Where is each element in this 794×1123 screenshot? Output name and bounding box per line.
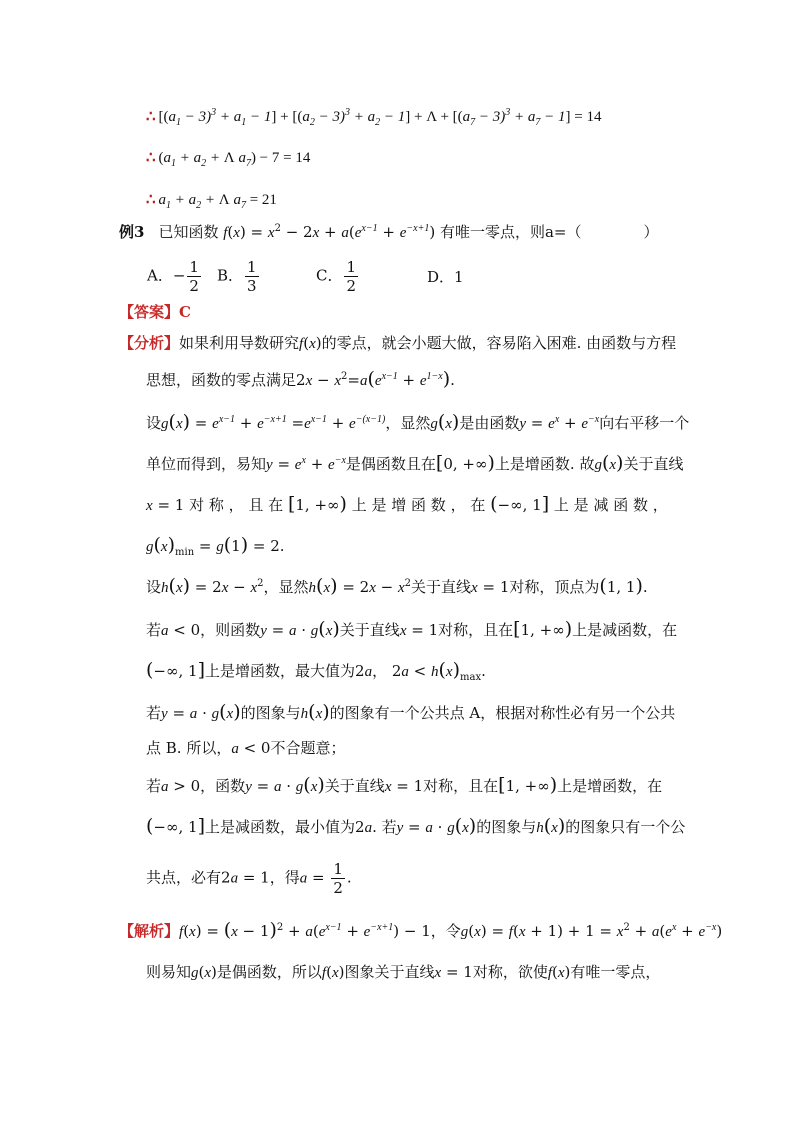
fraction: $\frac{1}{2}$ <box>189 258 199 295</box>
analysis-line-2: 思想，函数的零点满足$2x - x^2=a(e^{x-1} + e^{1-x})$. <box>146 368 455 390</box>
analysis-line-3: 设$g(x) = e^{x-1} + e^{-x+1} =e^{x-1} + e^{-(x-1)}$，显然g(x)是由函数$y = e^x + e^{-x}$向右平移一个 <box>146 411 690 433</box>
option-b: B． $\frac{1}{3}$ <box>217 258 257 295</box>
solution-line-1: 【解析】$f(x) = (x - 1)^2 + a(e^{x-1} + e^{-x+1}) - 1$，令$g(x) = f(x + 1) + 1 = x^2 + a(e^x + e^{-x})$ <box>119 919 723 941</box>
option-c: C． $\frac{1}{2}$ <box>316 258 357 295</box>
answer-line <box>119 302 191 322</box>
derivation-line-3: ∴ $a_1 + a_2 + \Lambda$ $a_7 = 21$ <box>146 192 277 211</box>
fraction: $\frac{1}{2}$ <box>333 860 343 897</box>
derivation-line-1: ∴ $[(a_1 - 3)^3 + a_1 - 1] + [(a_2 - 3)^3 + a_2 - 1] + \Lambda + [(a_7 - 3)^3 + a_7 - 1] = 14$ <box>146 107 602 128</box>
analysis-line-12: 若a > 0，函数y = a · g(x)关于直线x = 1对称，且在[1, +∞)上是增函数，在 <box>146 774 663 796</box>
analysis-line-13: (−∞, 1]上是减函数，最小值为2a. 若y = a · g(x)的图象与h(x)的图象只有一个公 <box>146 815 686 837</box>
analysis-line-5: x = 1 对 称 ， 且 在 [1, +∞) 上 是 增 函 数 ， 在 (−∞, 1] 上 是 减 函 数 ， <box>146 493 668 515</box>
example-label: 例3 <box>119 223 145 241</box>
example-3-stem: 例3 已知函数 $f(x) = x^2 - 2x + a(e^{x-1} + e^{-x+1})$ 有唯一零点，则a=（ ） <box>119 223 659 241</box>
analysis-line-10: 若y = a · g(x)的图象与h(x)的图象有一个公共点 A，根据对称性必有另一个公共 <box>146 701 676 723</box>
analysis-line-9: (−∞, 1]上是增函数，最大值为2a， $2a < h(x)_{max}$. <box>146 659 486 683</box>
derivation-line-2: ∴ ($a_1 + a_2 + \Lambda$ $a_7) - 7 = 14$ <box>146 150 311 169</box>
fraction: $\frac{1}{3}$ <box>247 258 257 295</box>
therefore-symbol: ∴ <box>146 150 156 166</box>
analysis-tag: 【分析】 <box>119 334 180 352</box>
option-d: D．1 <box>427 268 464 286</box>
fraction: $\frac{1}{2}$ <box>346 258 357 295</box>
solution-line-2: 则易知g(x)是偶函数，所以f(x)图象关于直线x = 1对称，欲使f(x)有唯一零点， <box>146 963 661 981</box>
therefore-symbol: ∴ <box>146 109 156 125</box>
answer-value: C <box>179 303 191 321</box>
analysis-line-4: 单位而得到，易知$y = e^x + e^{-x}$是偶函数且在[0, +∞)上是增函数. 故g(x)关于直线 <box>146 452 684 474</box>
therefore-symbol: ∴ <box>146 192 156 208</box>
analysis-line-11: 点 B. 所以，a < 0不合题意； <box>146 739 346 757</box>
solution-tag: 【解析】 <box>119 922 180 940</box>
option-a: A．− $\frac{1}{2}$ <box>147 258 199 295</box>
analysis-line-1: 【分析】如果利用导数研究f(x)的零点，就会小题大做，容易陷入困难. 由函数与方程 <box>119 334 677 352</box>
answer-tag: 【答案】 <box>119 303 180 321</box>
analysis-line-7: 设$h(x) = 2x - x^2$，显然$h(x) = 2x - x^2$关于直线x = 1对称，顶点为(1, 1). <box>146 575 648 597</box>
analysis-line-8: 若a < 0，则函数y = a · g(x)关于直线x = 1对称，且在[1, +∞)上是减函数，在 <box>146 618 678 640</box>
analysis-line-6: $g(x)_{min} = g(1) = 2$. <box>146 534 285 558</box>
analysis-line-14: 共点，必有2a = 1，得a = $\frac{1}{2}$ . <box>146 860 352 897</box>
